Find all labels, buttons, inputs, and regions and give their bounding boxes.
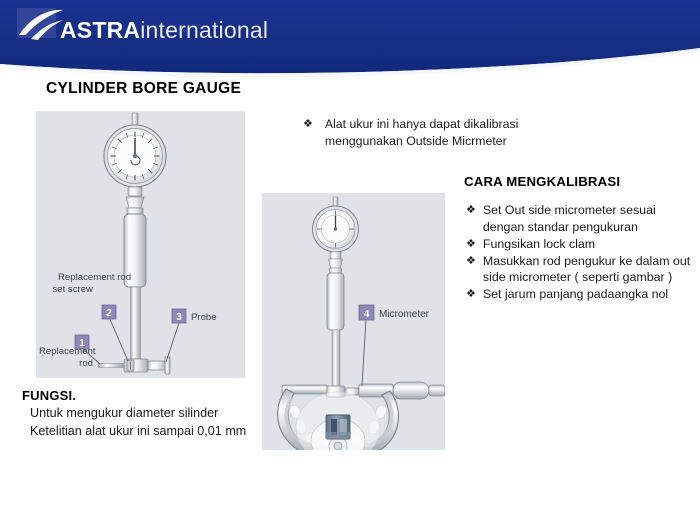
page-title: CYLINDER BORE GAUGE [46, 80, 242, 97]
list-item [466, 253, 694, 287]
diamond-bullet-icon: ❖ [466, 204, 476, 216]
svg-text:Micrometer: Micrometer [379, 309, 430, 320]
fungsi-line-2: Ketelitian alat ukur ini sampai 0,01 mm [30, 423, 247, 438]
svg-text:Replacement rod: Replacement rod [58, 272, 132, 283]
list-item [466, 236, 694, 253]
diamond-bullet-icon: ❖ [466, 288, 476, 301]
note-top-text [325, 116, 603, 150]
fungsi-block [22, 388, 322, 441]
calibration-list [466, 202, 694, 303]
astra-logo [17, 8, 64, 45]
brand-astra: ASTRA [60, 17, 141, 43]
bore-gauge-drawing [36, 111, 245, 378]
diamond-bullet-icon: ❖ [303, 118, 313, 130]
calibration-heading: CARA MENGKALIBRASI [464, 174, 621, 189]
diamond-bullet-icon: ❖ [466, 254, 476, 267]
note-top-bullet [303, 116, 603, 150]
list-item [466, 202, 694, 236]
svg-text:Replacement: Replacement [39, 346, 96, 357]
calibration-item-text: Fungsikan lock clam [482, 236, 596, 251]
header-band-shape [0, 0, 700, 92]
svg-text:1: 1 [79, 338, 85, 349]
fungsi-heading: FUNGSI. [22, 388, 77, 403]
header-band [0, 0, 700, 92]
list-item [466, 286, 694, 303]
brand-international: international [140, 17, 269, 43]
svg-text:set screw: set screw [52, 284, 93, 295]
cylinder-bore-gauge-image [36, 111, 245, 378]
brand-wordmark [60, 17, 268, 44]
calibration-item-text: Set Out side micrometer sesuai dengan standar pengukuran [482, 203, 656, 234]
swoosh-icon [17, 8, 64, 45]
svg-text:rod: rod [79, 358, 93, 369]
calibration-item-text: Masukkan rod pengukur ke dalam out side micrometer ( seperti gambar ) [482, 253, 691, 285]
svg-text:3: 3 [176, 312, 182, 323]
fungsi-line-1: Untuk mengukur diameter silinder [30, 406, 219, 420]
svg-text:2: 2 [106, 308, 112, 319]
note-top-line2: menggunakan Outside Micrmeter [324, 133, 507, 148]
svg-text:Probe: Probe [191, 312, 217, 323]
note-top-line1: Alat ukur ini hanya dapat dikalibrasi [324, 117, 519, 131]
calibration-item-text: Set jarum panjang padaangka nol [482, 287, 669, 302]
note-top-row [303, 116, 603, 150]
svg-text:4: 4 [363, 308, 370, 320]
diamond-bullet-icon: ❖ [466, 237, 476, 250]
